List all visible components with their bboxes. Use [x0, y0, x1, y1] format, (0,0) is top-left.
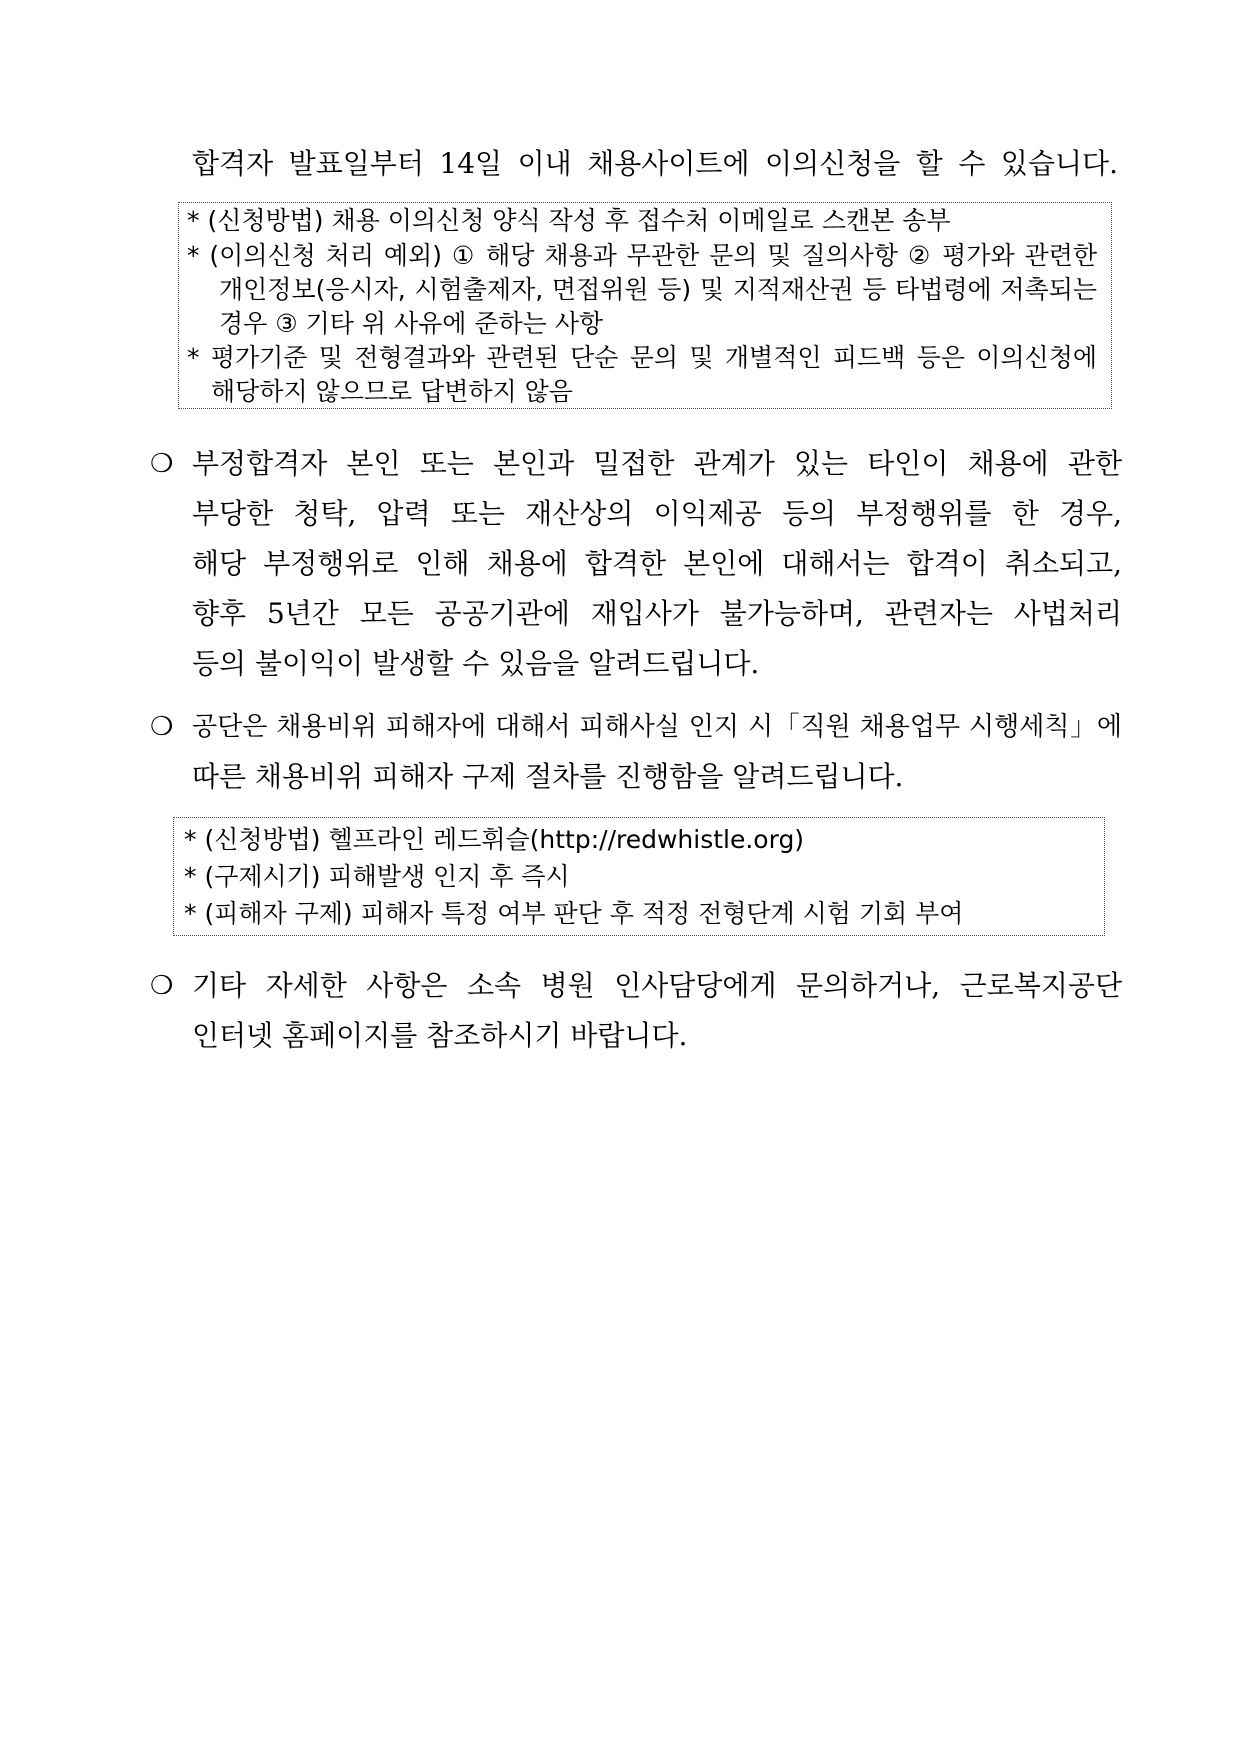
section1-line: 향후 5년간 모든 공공기관에 재입사가 불가능하며, 관련자는 사법처리 [192, 597, 1122, 630]
relief-note-box [173, 817, 1105, 936]
circle-bullet-icon: ❍ [150, 971, 174, 1001]
note-line: 개인정보(응시자, 시험출제자, 면접위원 등) 및 지적재산권 등 타법령에 저촉되는 [219, 275, 1097, 304]
objection-note-box [178, 202, 1112, 409]
note-line: * 평가기준 및 전형결과와 관련된 단순 문의 및 개별적인 피드백 등은 이의신청에 [187, 343, 1097, 372]
circle-bullet-icon: ❍ [150, 712, 174, 742]
section3-line: 인터넷 홈페이지를 참조하시기 바랍니다. [192, 1019, 688, 1052]
note-line: * (구제시기) 피해발생 인지 후 즉시 [184, 862, 570, 891]
section1-line: 해당 부정행위로 인해 채용에 합격한 본인에 대해서는 합격이 취소되고, [192, 547, 1122, 580]
section3-line: 기타 자세한 사항은 소속 병원 인사담당에게 문의하거나, 근로복지공단 [192, 969, 1122, 1002]
circle-bullet-icon: ❍ [150, 449, 174, 479]
note-line: 경우 ③ 기타 위 사유에 준하는 사항 [219, 309, 604, 338]
note-line: * (신청방법) 헬프라인 레드휘슬(http://redwhistle.org) [184, 825, 805, 854]
note-line: * (이의신청 처리 예외) ① 해당 채용과 무관한 문의 및 질의사항 ② 평가와 관련한 [187, 241, 1097, 270]
section1-line: 부당한 청탁, 압력 또는 재산상의 이익제공 등의 부정행위를 한 경우, [192, 497, 1122, 530]
note-line: 해당하지 않으므로 답변하지 않음 [211, 377, 573, 406]
note-line: * (신청방법) 채용 이의신청 양식 작성 후 접수처 이메일로 스캔본 송부 [187, 206, 951, 235]
section1-line: 부정합격자 본인 또는 본인과 밀접한 관계가 있는 타인이 채용에 관한 [192, 447, 1122, 480]
section2-line: 공단은 채용비위 피해자에 대해서 피해사실 인지 시「직원 채용업무 시행세칙」에 [192, 712, 1122, 742]
section1-line: 등의 불이익이 발생할 수 있음을 알려드립니다. [192, 647, 760, 680]
note-line: * (피해자 구제) 피해자 특정 여부 판단 후 적정 전형단계 시험 기회 부여 [184, 899, 964, 928]
section2-line: 따른 채용비위 피해자 구제 절차를 진행함을 알려드립니다. [192, 760, 904, 793]
intro-text: 합격자 발표일부터 14일 이내 채용사이트에 이의신청을 할 수 있습니다. [192, 147, 1118, 180]
